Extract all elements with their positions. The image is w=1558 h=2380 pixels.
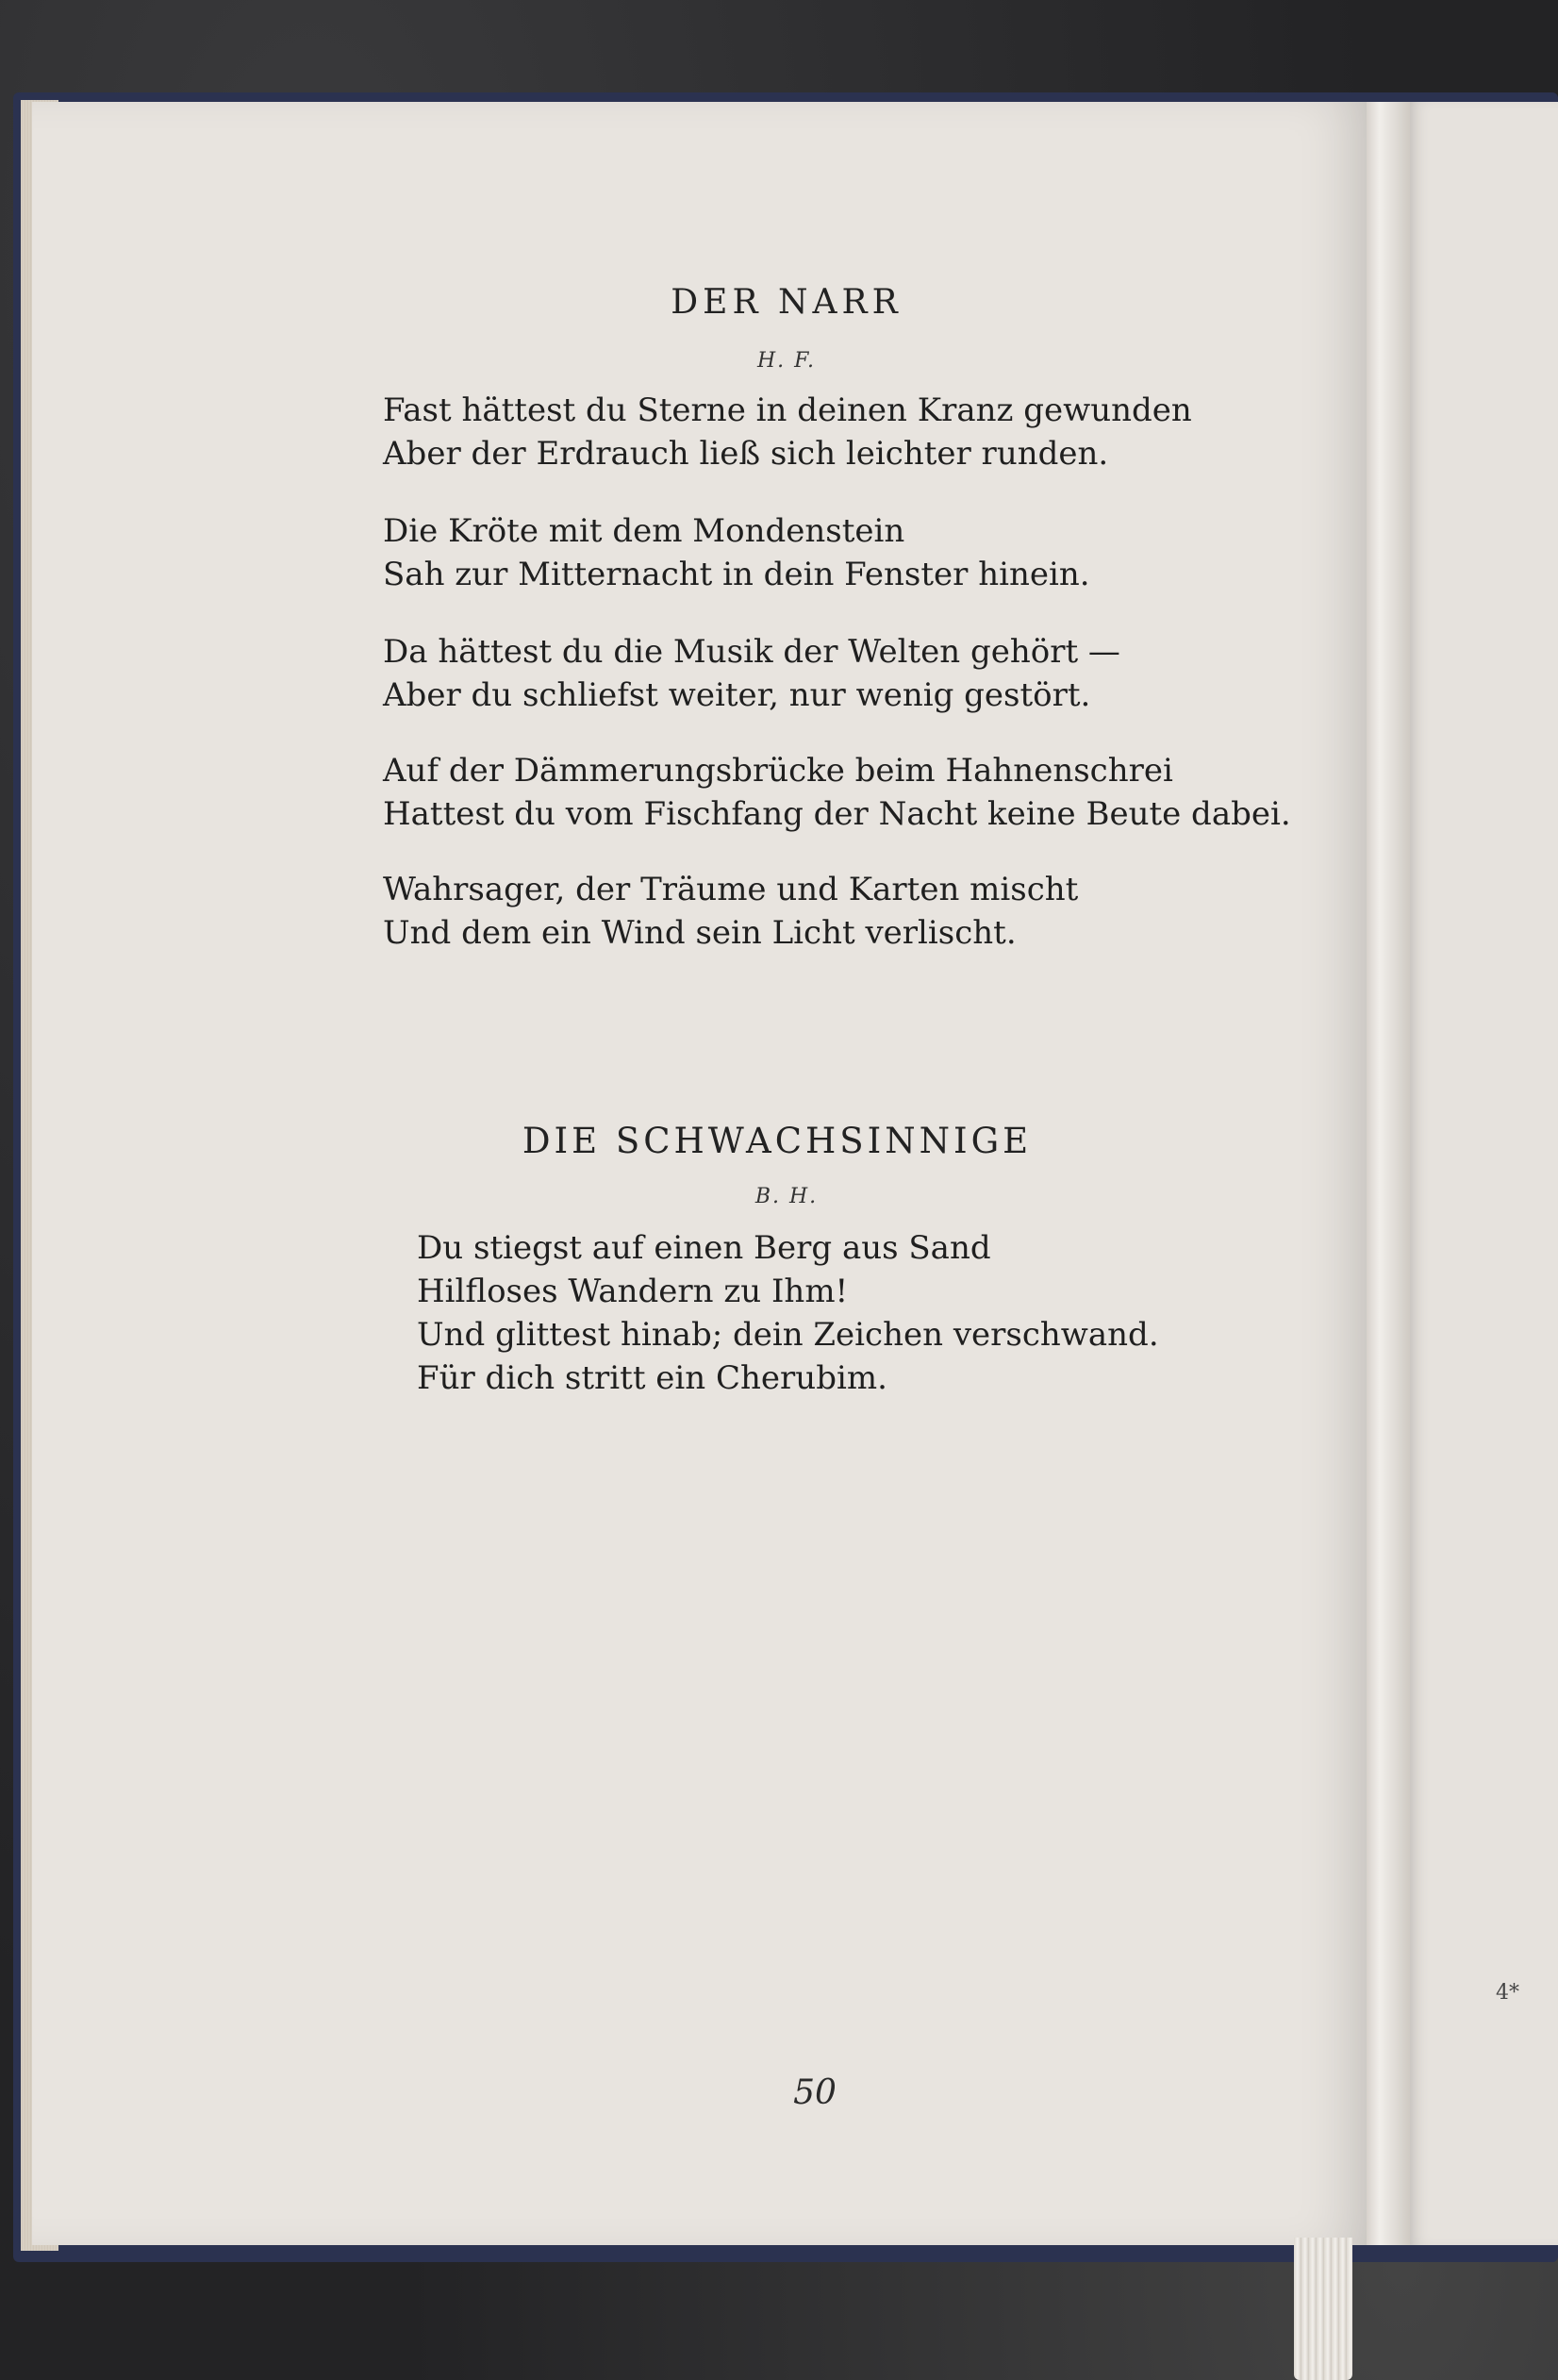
signature-mark: 4* bbox=[1496, 1981, 1519, 2005]
verse-line: Und glittest hinab; dein Zeichen verschwand. bbox=[417, 1316, 1159, 1354]
poem-title: DIE SCHWACHSINNIGE bbox=[522, 1121, 1033, 1161]
poem-title: DER NARR bbox=[671, 283, 903, 322]
verse-line: Hilfloses Wandern zu Ihm! bbox=[417, 1273, 849, 1310]
stanza bbox=[383, 389, 1192, 475]
stanza bbox=[383, 509, 1090, 596]
verse-line: Fast hättest du Sterne in deinen Kranz gewunden bbox=[383, 391, 1192, 429]
poem-author: H. F. bbox=[756, 349, 816, 373]
poem-author: B. H. bbox=[754, 1185, 819, 1208]
ribbon-bookmark bbox=[1294, 2238, 1352, 2380]
stanza bbox=[417, 1226, 1159, 1400]
verse-line: Auf der Dämmerungsbrücke beim Hahnenschrei bbox=[383, 752, 1173, 790]
stanza bbox=[383, 749, 1291, 836]
verse-line: Aber du schliefst weiter, nur wenig gestört. bbox=[383, 676, 1091, 714]
page-number: 50 bbox=[793, 2073, 837, 2112]
verse-line: Für dich stritt ein Cherubim. bbox=[417, 1359, 887, 1397]
verse-line: Aber der Erdrauch ließ sich leichter runden. bbox=[383, 435, 1109, 473]
stanza bbox=[383, 868, 1078, 955]
verse-line: Sah zur Mitternacht in dein Fenster hinein. bbox=[383, 556, 1090, 593]
book-gutter bbox=[1367, 102, 1410, 2245]
verse-line: Und dem ein Wind sein Licht verlischt. bbox=[383, 914, 1017, 952]
verse-line: Wahrsager, der Träume und Karten mischt bbox=[383, 871, 1079, 908]
stanza bbox=[383, 630, 1120, 717]
left-page bbox=[32, 102, 1367, 2245]
verse-line: Da hättest du die Musik der Welten gehört — bbox=[383, 633, 1120, 671]
verse-line: Die Kröte mit dem Mondenstein bbox=[383, 512, 905, 550]
verse-line: Hattest du vom Fischfang der Nacht keine Beute dabei. bbox=[383, 795, 1291, 833]
right-page bbox=[1410, 102, 1558, 2245]
verse-line: Du stiegst auf einen Berg aus Sand bbox=[417, 1229, 991, 1267]
